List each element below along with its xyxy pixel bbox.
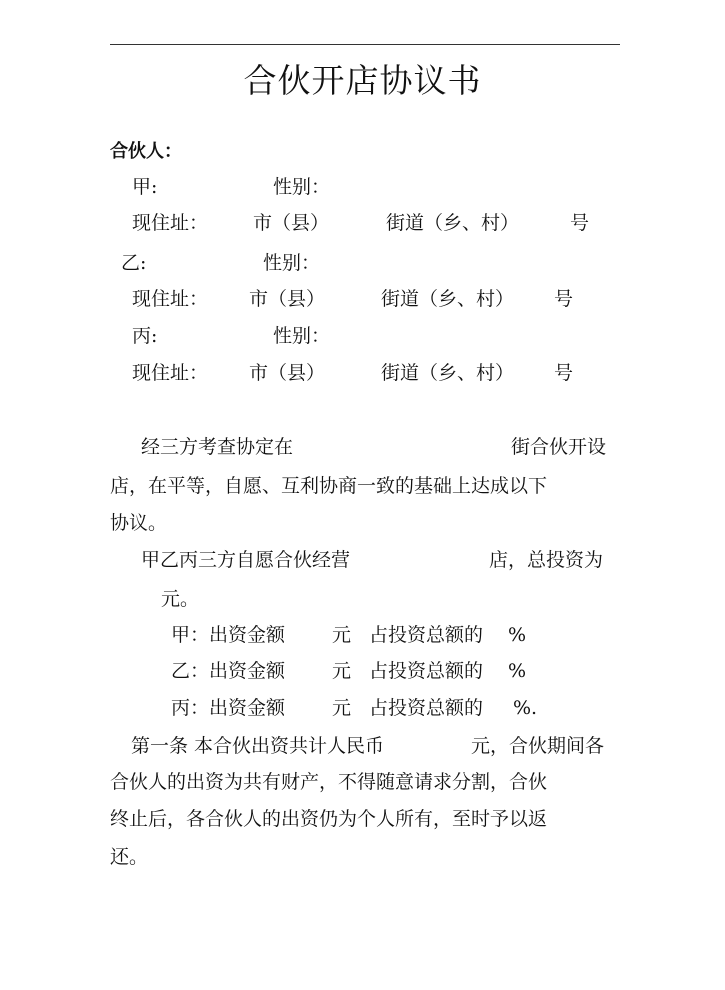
contribution-row-b-party: 乙：出资金额 bbox=[171, 660, 286, 682]
party-b-address-label: 现住址： bbox=[132, 288, 209, 310]
party-c-label: 丙: bbox=[132, 325, 158, 347]
contribution-row-a-share: 占投资总额的 bbox=[369, 624, 484, 646]
contribution-row-c-share: 占投资总额的 bbox=[369, 697, 484, 719]
party-c-street: 街道（乡、村） bbox=[381, 362, 515, 384]
party-a-label: 甲: bbox=[132, 176, 158, 198]
document-title: 合伙开店协议书 bbox=[243, 61, 482, 100]
party-a-street: 街道（乡、村） bbox=[386, 212, 520, 234]
contribution-row-b-unit: 元 bbox=[332, 660, 352, 682]
investment-line1-left: 甲乙丙三方自愿合伙经营 bbox=[141, 549, 351, 571]
contribution-row-b-share: 占投资总额的 bbox=[369, 660, 484, 682]
party-b-gender-label: 性别： bbox=[263, 252, 321, 274]
party-c-number: 号 bbox=[554, 362, 574, 384]
contribution-row-c-pct: %. bbox=[513, 697, 538, 719]
contribution-row-b-pct: % bbox=[508, 660, 527, 682]
party-a-gender-label: 性别： bbox=[273, 176, 331, 198]
party-a-address-label: 现住址： bbox=[132, 212, 209, 234]
party-c-gender-label: 性别： bbox=[273, 325, 331, 347]
contribution-row-a-party: 甲：出资金额 bbox=[171, 624, 286, 646]
party-b-label: 乙: bbox=[121, 252, 147, 274]
article1-line3: 终止后，各合伙人的出资仍为个人所有，至时予以返 bbox=[110, 808, 548, 830]
party-c-city: 市（县） bbox=[249, 362, 326, 384]
header-rule bbox=[110, 44, 620, 45]
article1-line1-left: 第一条 本合伙出资共计人民币 bbox=[131, 735, 385, 757]
party-b-city: 市（县） bbox=[249, 288, 326, 310]
party-a-city: 市（县） bbox=[253, 212, 330, 234]
contribution-row-a-pct: % bbox=[508, 624, 527, 646]
article1-line4: 还。 bbox=[110, 846, 149, 868]
intro-line3: 协议。 bbox=[110, 512, 168, 534]
contribution-row-c-party: 丙：出资金额 bbox=[171, 697, 286, 719]
party-a-number: 号 bbox=[570, 212, 590, 234]
intro-line1-right: 街合伙开设 bbox=[511, 436, 607, 458]
contribution-row-a-unit: 元 bbox=[332, 624, 352, 646]
partners-heading: 合伙人： bbox=[110, 141, 182, 162]
article1-line1-right: 元，合伙期间各 bbox=[471, 735, 605, 757]
party-c-address-label: 现住址： bbox=[132, 362, 209, 384]
article1-line2: 合伙人的出资为共有财产，不得随意请求分割，合伙 bbox=[110, 771, 548, 793]
intro-line2: 店，在平等，自愿、互利协商一致的基础上达成以下 bbox=[110, 475, 548, 497]
party-b-number: 号 bbox=[554, 288, 574, 310]
investment-line2: 元。 bbox=[161, 588, 200, 610]
party-b-street: 街道（乡、村） bbox=[381, 288, 515, 310]
intro-line1-left: 经三方考查协定在 bbox=[141, 436, 294, 458]
investment-line1-right: 店，总投资为 bbox=[489, 549, 604, 571]
contribution-row-c-unit: 元 bbox=[332, 697, 352, 719]
